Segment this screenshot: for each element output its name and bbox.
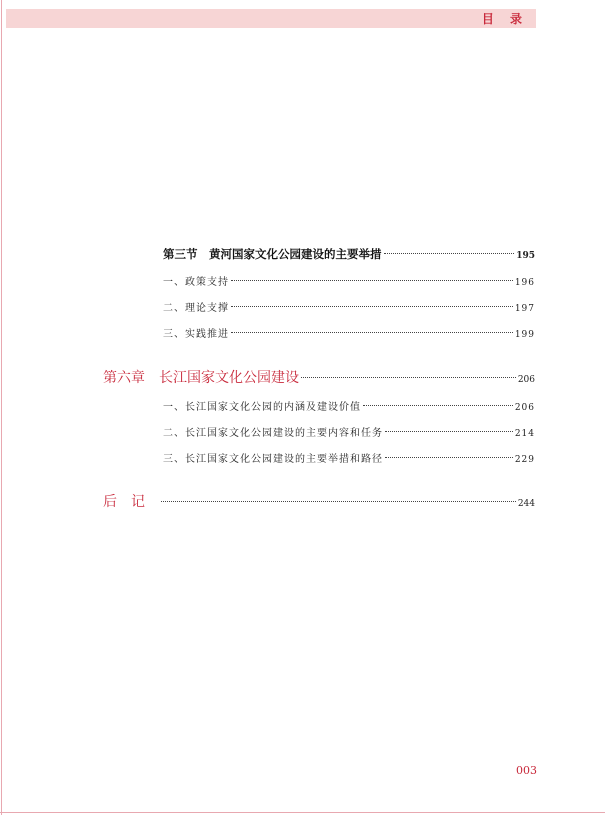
toc-item-label: 二、理论支撑 — [163, 303, 229, 314]
toc-afterword-label: 后记 — [103, 494, 159, 510]
dot-leader — [384, 253, 515, 254]
footer-page-number: 003 — [516, 764, 537, 777]
toc-chapter-entry[interactable] — [103, 367, 535, 387]
toc-item-label: 三、实践推进 — [163, 329, 229, 340]
dot-leader — [231, 306, 513, 307]
header-title: 目 录 — [481, 12, 528, 26]
toc-page-number: 206 — [517, 375, 535, 385]
dot-leader — [385, 431, 513, 432]
toc-item[interactable] — [163, 398, 535, 413]
header-band — [6, 9, 536, 28]
toc-page-number: 214 — [514, 429, 535, 439]
dot-leader — [161, 501, 516, 502]
toc-page-number: 199 — [514, 330, 535, 340]
toc-item[interactable] — [163, 450, 535, 465]
toc-item[interactable] — [163, 424, 535, 439]
toc-section-entry[interactable] — [163, 246, 535, 262]
toc-item[interactable] — [163, 273, 535, 288]
toc-section-label: 第三节 黄河国家文化公园建设的主要举措 — [163, 247, 382, 261]
toc-chapter-number: 第六章 — [103, 370, 145, 386]
toc-page-number: 196 — [514, 278, 535, 288]
page-border-left — [1, 0, 2, 815]
dot-leader — [385, 457, 513, 458]
dot-leader — [231, 280, 513, 281]
toc-page-number: 197 — [514, 304, 535, 314]
toc-chapter-title: 长江国家文化公园建设 — [159, 370, 299, 386]
dot-leader — [301, 377, 516, 378]
toc-page-number: 229 — [514, 455, 535, 465]
dot-leader — [363, 405, 513, 406]
toc-item-label: 二、长江国家文化公园建设的主要内容和任务 — [163, 428, 383, 439]
toc-item-label: 三、长江国家文化公园建设的主要举措和路径 — [163, 454, 383, 465]
toc-item-label: 一、政策支持 — [163, 277, 229, 288]
toc-afterword-entry[interactable] — [103, 491, 535, 511]
toc-page-number: 195 — [516, 251, 535, 261]
toc-item[interactable] — [163, 325, 535, 340]
toc-page-number: 244 — [517, 499, 535, 509]
toc-item[interactable] — [163, 299, 535, 314]
toc-item-label: 一、长江国家文化公园的内涵及建设价值 — [163, 402, 361, 413]
toc-page-number: 206 — [514, 403, 535, 413]
page-border-bottom — [0, 812, 605, 813]
dot-leader — [231, 332, 513, 333]
